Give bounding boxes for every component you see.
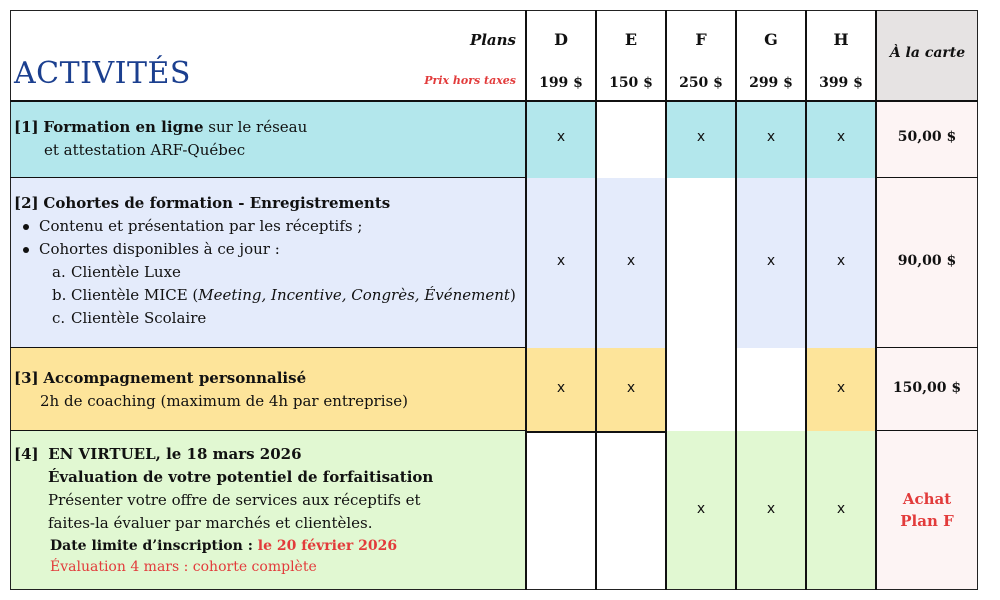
row1-title: Formation en ligne	[43, 118, 204, 136]
row3-number: [3]	[14, 369, 39, 387]
plan-d-code: D	[554, 30, 568, 49]
row2-sub-c	[52, 307, 206, 330]
plan-h-code: H	[833, 30, 849, 49]
row3-title-line	[14, 367, 306, 390]
a-la-carte-header: À la carte	[889, 45, 966, 61]
row4-deadline-label: Date limite d’inscription :	[50, 538, 258, 554]
row3-mark-h: x	[836, 380, 846, 396]
row2-sub-a-text: Clientèle Luxe	[71, 263, 181, 281]
page-title: ACTIVITÉS	[14, 56, 191, 91]
plan-f-code: F	[695, 30, 707, 49]
row2-mark-g: x	[766, 253, 776, 269]
row4-deadline	[50, 535, 397, 558]
row4-line4: faites-la évaluer par marchés et clientèles.	[48, 514, 373, 532]
row2-bullet2	[23, 238, 280, 261]
row2-sub-c-text: Clientèle Scolaire	[71, 309, 207, 327]
plans-label: Plans	[469, 31, 516, 49]
row1-carte-price: 50,00 $	[897, 129, 957, 145]
bullet-icon	[23, 224, 29, 230]
row4-deadline-date: le 20 février 2026	[257, 538, 398, 554]
row4-title: EN VIRTUEL, le 18 mars 2026	[48, 445, 302, 463]
plan-g-price: 299 $	[749, 75, 793, 91]
divider-row3-left	[10, 430, 525, 431]
plan-f-price: 250 $	[679, 75, 723, 91]
row2-sub-b-letter: b.	[52, 286, 67, 304]
row2-sub-b-italic: Meeting, Incentive, Congrès, Événement	[198, 286, 510, 304]
row1-mark-h: x	[836, 129, 846, 145]
divider-row1-left	[10, 177, 525, 178]
row2-sub-b-text: Clientèle MICE (	[71, 286, 199, 304]
row2-bullet1-text: Contenu et présentation par les réceptifs ;	[39, 217, 363, 235]
row1-mark-f: x	[696, 129, 706, 145]
row3-line2: 2h de coaching (maximum de 4h par entreprise)	[40, 392, 408, 410]
row4-carte-line1: Achat	[902, 490, 952, 508]
divider-activity	[525, 10, 527, 590]
row2-sub-a	[52, 261, 181, 284]
divider-plan-de-bottom	[525, 431, 665, 433]
divider-header	[10, 100, 978, 102]
row2-mark-d: x	[556, 253, 566, 269]
row2-carte-price: 90,00 $	[897, 253, 957, 269]
plan-e-price: 150 $	[609, 75, 653, 91]
divider-d-e	[595, 10, 597, 590]
row1-title-line	[14, 116, 307, 139]
divider-row2-carte	[875, 347, 978, 348]
row1-title-rest: sur le réseau	[203, 118, 308, 136]
row4-number: [4]	[14, 445, 39, 463]
row4-title-line	[14, 443, 302, 466]
row4-note: Évaluation 4 mars : cohorte complète	[50, 559, 317, 575]
row3-mark-e: x	[626, 380, 636, 396]
row4-mark-h: x	[836, 501, 846, 517]
bullet-icon	[23, 247, 29, 253]
row1-mark-d: x	[556, 129, 566, 145]
row2-sub-c-letter: c.	[52, 309, 66, 327]
row4-subtitle: Évaluation de votre potentiel de forfaitisation	[48, 468, 434, 486]
row2-mark-e: x	[626, 253, 636, 269]
plan-h-price: 399 $	[819, 75, 863, 91]
row2-sub-a-letter: a.	[52, 263, 66, 281]
row4-mark-f: x	[696, 501, 706, 517]
divider-row3-carte	[875, 430, 978, 431]
row3-carte-price: 150,00 $	[892, 380, 962, 396]
row2-bullet1	[23, 215, 362, 238]
row1-number: [1]	[14, 118, 39, 136]
row2-sub-b-close: )	[509, 286, 516, 304]
plan-g-code: G	[764, 30, 778, 49]
row3-mark-d: x	[556, 380, 566, 396]
divider-row1-carte	[875, 177, 978, 178]
row2-title-line	[14, 192, 390, 215]
prix-hors-taxes-note: Prix hors taxes	[424, 74, 516, 87]
row4-line3: Présenter votre offre de services aux réceptifs et	[48, 491, 421, 509]
row2-number: [2]	[14, 194, 39, 212]
row2-title: Cohortes de formation - Enregistrements	[43, 194, 391, 212]
row2-sub-b	[52, 284, 516, 307]
row1-line2: et attestation ARF-Québec	[44, 141, 246, 159]
plan-e-code: E	[624, 30, 638, 49]
row4-mark-g: x	[766, 501, 776, 517]
row3-title: Accompagnement personnalisé	[43, 369, 307, 387]
row4-carte-line2: Plan F	[900, 512, 954, 530]
divider-row2-left	[10, 347, 525, 348]
row1-mark-g: x	[766, 129, 776, 145]
plan-d-price: 199 $	[539, 75, 583, 91]
row2-bullet2-text: Cohortes disponibles à ce jour :	[39, 240, 280, 258]
row2-mark-h: x	[836, 253, 846, 269]
